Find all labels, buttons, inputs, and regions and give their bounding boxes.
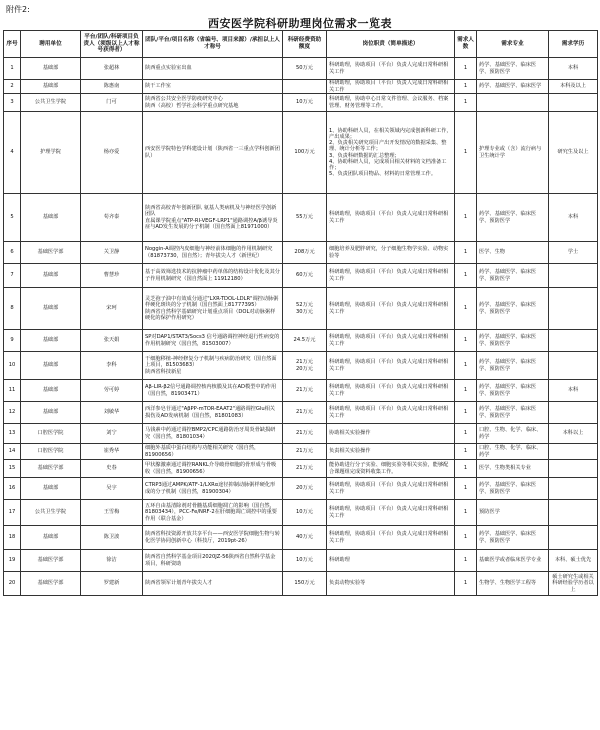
cell-leader: 王雪梅: [81, 500, 143, 526]
cell-degree: [549, 444, 598, 460]
header-leader: 平台/团队/科研项目负责人（须级以上人才称号获得者）: [81, 31, 143, 58]
cell-no: 15: [4, 460, 21, 478]
cell-unit: 基础部: [21, 80, 81, 94]
cell-major: 药学、基础医学、临床医学、预防医学: [477, 264, 549, 288]
table-row: [4, 444, 598, 460]
cell-unit: 基础医学部: [21, 460, 81, 478]
cell-count: 1: [455, 264, 477, 288]
cell-no: 9: [4, 330, 21, 352]
table-row: [4, 288, 598, 330]
cell-platform: 西安医学院特色学科建设计划（陕西省一三重点学科创新团队）: [143, 112, 283, 194]
table-row: [4, 424, 598, 444]
cell-unit: 基础部: [21, 402, 81, 424]
cell-unit: 基础部: [21, 288, 81, 330]
cell-platform: 陕西省自然科学基金项目2020JZ-56陕西省自然科学基金项目，科研资助: [143, 550, 283, 572]
cell-leader: 陈惠南: [81, 80, 143, 94]
cell-no: 1: [4, 58, 21, 80]
cell-count: 1: [455, 330, 477, 352]
table-row: [4, 112, 598, 194]
cell-unit: 基础部: [21, 264, 81, 288]
cell-degree: [549, 264, 598, 288]
cell-count: 1: [455, 58, 477, 80]
cell-unit: 基础医学部: [21, 550, 81, 572]
cell-unit: 公共卫生学院: [21, 94, 81, 112]
cell-count: 1: [455, 242, 477, 264]
cell-funding: 55万元: [283, 194, 327, 242]
cell-funding: 208万元: [283, 242, 327, 264]
cell-degree: [549, 402, 598, 424]
cell-platform: 陕西省高校青年创新团队 氨基人类病机及与神经医学创新团队 直属课学院重点"ATP-RI-VEGF-LRP1"通路调控A/β诱导炎症与AD发生发展的分子机制（国自然面上81971000）: [143, 194, 283, 242]
cell-platform: 陕西省领军计划青年拔尖人才: [143, 572, 283, 596]
cell-platform: 西洋参皂苷通过"AβPP-mTOR-EAAT2"通路调控Glu相关损伤及AD发病机制（国自然，81801083）: [143, 402, 283, 424]
cell-degree: [549, 94, 598, 112]
cell-degree: [549, 288, 598, 330]
cell-count: 1: [455, 572, 477, 596]
cell-platform: 陕西省科技资源开放共享平台——西安医学院细胞生物与转化医学协同创新中心（科技厅，2019pt-26）: [143, 526, 283, 550]
cell-leader: 门可: [81, 94, 143, 112]
table-row: [4, 380, 598, 402]
cell-unit: 基础部: [21, 478, 81, 500]
cell-unit: 口腔医学院: [21, 444, 81, 460]
cell-no: 17: [4, 500, 21, 526]
cell-unit: 基础部: [21, 330, 81, 352]
cell-leader: 刘宁: [81, 424, 143, 444]
cell-platform: Noggin-A调控内皮细胞与神经前体细胞的作用机制研究（81873730，国自然）；青年拔尖人才（新世纪）: [143, 242, 283, 264]
cell-degree: 本科: [549, 380, 598, 402]
table-row: [4, 80, 598, 94]
header-major: 需求专业: [477, 31, 549, 58]
cell-count: 1: [455, 526, 477, 550]
cell-major: 医学、生物类相关专业: [477, 460, 549, 478]
cell-platform: CTRP3通过AMPK/ATF-1/LXRα途径抑制动脉粥样硬化形成的分子机制（国自然，81900304）: [143, 478, 283, 500]
cell-leader: 宋珂: [81, 288, 143, 330]
cell-duty: 科研助理，协助项目（平台）负责人完成日常科研相关工作: [327, 478, 455, 500]
cell-leader: 张超林: [81, 58, 143, 80]
cell-duty: 科研助理，协助项目（平台）负责人完成日常科研相关工作: [327, 58, 455, 80]
cell-duty: 科研助理，协助项目（平台）负责人完成日常科研相关工作: [327, 330, 455, 352]
cell-leader: 张天娟: [81, 330, 143, 352]
cell-degree: 本科、硕士优先: [549, 550, 598, 572]
cell-count: 1: [455, 380, 477, 402]
table-row: [4, 264, 598, 288]
table-row: [4, 330, 598, 352]
cell-count: 1: [455, 500, 477, 526]
cell-no: 3: [4, 94, 21, 112]
cell-degree: [549, 526, 598, 550]
cell-degree: [549, 330, 598, 352]
header-count: 需求人数: [455, 31, 477, 58]
cell-major: 药学、基础医学、临床医学、预防医学: [477, 330, 549, 352]
cell-count: 1: [455, 94, 477, 112]
cell-funding: 21万元: [283, 380, 327, 402]
cell-duty: 科研助理: [327, 550, 455, 572]
cell-unit: 基础部: [21, 526, 81, 550]
cell-platform: 陕干工作室: [143, 80, 283, 94]
cell-no: 11: [4, 380, 21, 402]
cell-funding: 21万元: [283, 444, 327, 460]
cell-major: 护理专业或（含）流行病与卫生统计学: [477, 112, 549, 194]
cell-platform: 干细胞移植-神经修复分子机制与疾病防治研究（国自然面上项目，81503683） 陕西省科技新星: [143, 352, 283, 380]
cell-major: [477, 94, 549, 112]
cell-platform: 马钱素中药通过调控BMP2/CPC通路防治牙周炎骨缺损研究（国自然，81801034）: [143, 424, 283, 444]
cell-duty: 科研助理，协助项目（平台）负责人完成日常科研相关工作: [327, 526, 455, 550]
cell-funding: 10万元: [283, 550, 327, 572]
cell-no: 14: [4, 444, 21, 460]
cell-funding: 40万元: [283, 526, 327, 550]
cell-duty: 科研助理，协助项目（平台）负责人完成日常科研相关工作: [327, 194, 455, 242]
cell-unit: 护理学院: [21, 112, 81, 194]
cell-leader: 罗建新: [81, 572, 143, 596]
cell-platform: 细胞外基质中蛋白结构与功能相关研究（国自然，81900656）: [143, 444, 283, 460]
cell-duty: 负责相关实验操作: [327, 444, 455, 460]
cell-funding: 21万元: [283, 402, 327, 424]
cell-major: 药学、基础医学、临床医学、预防医学: [477, 402, 549, 424]
cell-count: 1: [455, 112, 477, 194]
cell-leader: 刘敏华: [81, 402, 143, 424]
cell-major: 医学、生物: [477, 242, 549, 264]
cell-degree: 研究生及以上: [549, 112, 598, 194]
cell-degree: 本科: [549, 58, 598, 80]
cell-funding: 21万元: [283, 424, 327, 444]
cell-platform: Aβ-LIR-β2信号通路调控核内核膜及其在AD模型中的作用（国自然，81903471）: [143, 380, 283, 402]
table-header-row: [4, 31, 598, 58]
cell-degree: 本科: [549, 194, 598, 242]
cell-major: 预防医学: [477, 500, 549, 526]
cell-unit: 公共卫生学院: [21, 500, 81, 526]
table-row: [4, 94, 598, 112]
cell-unit: 基础部: [21, 380, 81, 402]
cell-duty: 协助相关实验操作: [327, 424, 455, 444]
table-row: [4, 352, 598, 380]
header-funding: 科研经费资助额度: [283, 31, 327, 58]
cell-count: 1: [455, 478, 477, 500]
cell-platform: 陕西省公共安全医学防疫研究中心 陕西（高校）哲学社会科学重点研究基地: [143, 94, 283, 112]
cell-unit: 基础部: [21, 194, 81, 242]
cell-leader: 徐洁: [81, 550, 143, 572]
cell-no: 13: [4, 424, 21, 444]
cell-no: 12: [4, 402, 21, 424]
cell-leader: 曹慧珍: [81, 264, 143, 288]
table-row: [4, 572, 598, 596]
cell-no: 19: [4, 550, 21, 572]
header-duty: 岗位职责（简单描述）: [327, 31, 455, 58]
cell-platform: 灵芝孢子油中有效成分通过"LXR-TDOL-LDLR"调控动脉粥样硬化斑块的分子机制（国自然面上81777395） 陕西省自然科学基础研究计划重点项目（DOL对动脉粥样硬化的保护作用研究）: [143, 288, 283, 330]
cell-duty: 科研助理，协助项目（平台）负责人完成日常科研相关工作: [327, 264, 455, 288]
cell-count: 1: [455, 402, 477, 424]
cell-no: 5: [4, 194, 21, 242]
cell-unit: 基础医学部: [21, 572, 81, 596]
cell-leader: 吴宇: [81, 478, 143, 500]
cell-leader: 劳可婷: [81, 380, 143, 402]
cell-degree: 学士: [549, 242, 598, 264]
table-row: [4, 500, 598, 526]
cell-funding: 100万元: [283, 112, 327, 194]
cell-funding: 60万元: [283, 264, 327, 288]
document-title: 西安医学院科研助理岗位需求一览表: [208, 17, 392, 30]
cell-duty: 科研助理，协助中心日常文件管理、会议服务、档案管理、财务管理等工作。: [327, 94, 455, 112]
cell-funding: 52万元 30万元: [283, 288, 327, 330]
cell-degree: [549, 500, 598, 526]
cell-major: 口腔、生物、化学、临床、药学: [477, 444, 549, 460]
cell-degree: 本科以上: [549, 424, 598, 444]
table-row: [4, 460, 598, 478]
cell-no: 7: [4, 264, 21, 288]
cell-funding: 150万元: [283, 572, 327, 596]
cell-major: 药学、基础医学、临床医学、预防医学: [477, 380, 549, 402]
cell-count: 1: [455, 194, 477, 242]
cell-count: 1: [455, 460, 477, 478]
cell-funding: 10万元: [283, 500, 327, 526]
cell-platform: 五环自由基清除剂对骨髓基质细胞凋亡的影响（国自然，81803434），PCC-Fe/NRF-2在肝细胞凋亡调控中的重要作用（联合基金）: [143, 500, 283, 526]
attachment-label: 附件2:: [6, 5, 30, 14]
cell-funding: 10万元: [283, 94, 327, 112]
cell-count: 1: [455, 550, 477, 572]
table-row: [4, 194, 598, 242]
header-unit: 聘用单位: [21, 31, 81, 58]
cell-major: 药学、基础医学、临床医学: [477, 80, 549, 94]
cell-duty: 科研助理，协助项目（平台）负责人完成日常科研相关工作: [327, 380, 455, 402]
cell-unit: 基础部: [21, 58, 81, 80]
cell-leader: 苟齐泰: [81, 194, 143, 242]
cell-major: 药学、基础医学、临床医学、预防医学: [477, 58, 549, 80]
cell-platform: 甲状腺激素通过调控RANKL介导破骨细胞的骨形成与骨吸收（国自然，81900656）: [143, 460, 283, 478]
cell-duty: 科研助理，协助项目（平台）负责人完成日常科研相关工作: [327, 402, 455, 424]
cell-unit: 口腔医学院: [21, 424, 81, 444]
table-row: [4, 242, 598, 264]
cell-no: 8: [4, 288, 21, 330]
cell-funding: 50万元: [283, 58, 327, 80]
table-row: [4, 478, 598, 500]
table-row: [4, 402, 598, 424]
cell-degree: [549, 352, 598, 380]
cell-major: 口腔、生物、化学、临床、药学: [477, 424, 549, 444]
table-row: [4, 58, 598, 80]
cell-funding: 21万元: [283, 460, 327, 478]
cell-no: 18: [4, 526, 21, 550]
cell-no: 20: [4, 572, 21, 596]
cell-unit: 基础部: [21, 352, 81, 380]
cell-no: 4: [4, 112, 21, 194]
cell-funding: [283, 80, 327, 94]
cell-duty: 细胞培养及肥胖研究，分子细胞生物学实验、动物实验等: [327, 242, 455, 264]
header-no: 序号: [4, 31, 21, 58]
cell-leader: 陈卫波: [81, 526, 143, 550]
cell-funding: 20万元: [283, 478, 327, 500]
cell-platform: 陕西重点实验室出血: [143, 58, 283, 80]
cell-major: 药学、基础医学、临床医学、预防医学: [477, 288, 549, 330]
cell-degree: 本科及以上: [549, 80, 598, 94]
cell-leader: 李科: [81, 352, 143, 380]
cell-major: 药学、基础医学、临床医学、预防医学: [477, 194, 549, 242]
cell-leader: 史春: [81, 460, 143, 478]
cell-count: 1: [455, 80, 477, 94]
cell-degree: [549, 460, 598, 478]
cell-count: 1: [455, 288, 477, 330]
cell-major: 药学、基础医学、临床医学、预防医学: [477, 352, 549, 380]
header-platform: 团队/平台/项目名称（省编号、项目来源）/承担以上人才称号: [143, 31, 283, 58]
cell-major: 药学、基础医学、临床医学、预防医学: [477, 478, 549, 500]
cell-major: 基础医学或者临床医学专业: [477, 550, 549, 572]
header-degree: 需求学历: [549, 31, 598, 58]
cell-duty: 科研助理，协助项目（平台）负责人完成日常科研相关工作: [327, 288, 455, 330]
cell-duty: 科研助理，协助项目（平台）负责人完成日常科研相关工作: [327, 80, 455, 94]
cell-major: 生物学、生物医学工程等: [477, 572, 549, 596]
cell-count: 1: [455, 352, 477, 380]
cell-count: 1: [455, 424, 477, 444]
cell-no: 2: [4, 80, 21, 94]
cell-degree: [549, 478, 598, 500]
cell-count: 1: [455, 444, 477, 460]
cell-platform: 基于高效筛选技术的抗肿瘤中药单体的结构设计优化及其分子作用机制研究（国自然面上 11912180）: [143, 264, 283, 288]
table-row: [4, 550, 598, 572]
cell-leader: 关卫静: [81, 242, 143, 264]
position-table: [3, 30, 598, 596]
cell-duty: 负责动物实验等: [327, 572, 455, 596]
cell-funding: 24.5万元: [283, 330, 327, 352]
cell-leader: 崔秀华: [81, 444, 143, 460]
cell-funding: 21万元 20万元: [283, 352, 327, 380]
cell-duty: 科研助理，协助项目（平台）负责人完成日常科研相关工作: [327, 352, 455, 380]
cell-duty: 1、协助科研人员，在相关领域内完成创新科研工作，产出成果； 2、负责相关研究项目产出开发情况的数据采集、整理、统计分析等工作； 3、负责科研数据的汇总整理； 4、协助科研人员，完成项目相关材料的文档准备工作； 5、负责团队项目物品、材料的日常管理工作。: [327, 112, 455, 194]
cell-degree: 硕士研究生或相关科研经验学历者以上: [549, 572, 598, 596]
cell-leader: 杨亦爱: [81, 112, 143, 194]
table-row: [4, 526, 598, 550]
cell-no: 6: [4, 242, 21, 264]
cell-no: 16: [4, 478, 21, 500]
cell-duty: 科研助理，协助项目（平台）负责人完成日常科研相关工作: [327, 500, 455, 526]
cell-unit: 基础医学部: [21, 242, 81, 264]
cell-no: 10: [4, 352, 21, 380]
cell-major: 药学、基础医学、临床医学、预防医学: [477, 526, 549, 550]
cell-platform: SP对DAP1/STAT3/Socs3 信号通路调控神经退行性病变的作用机制研究（国自然，81503007）: [143, 330, 283, 352]
cell-duty: 能协助进行分子实验、细胞实验等相关实验，能够配合课题组完成资料收集工作。: [327, 460, 455, 478]
